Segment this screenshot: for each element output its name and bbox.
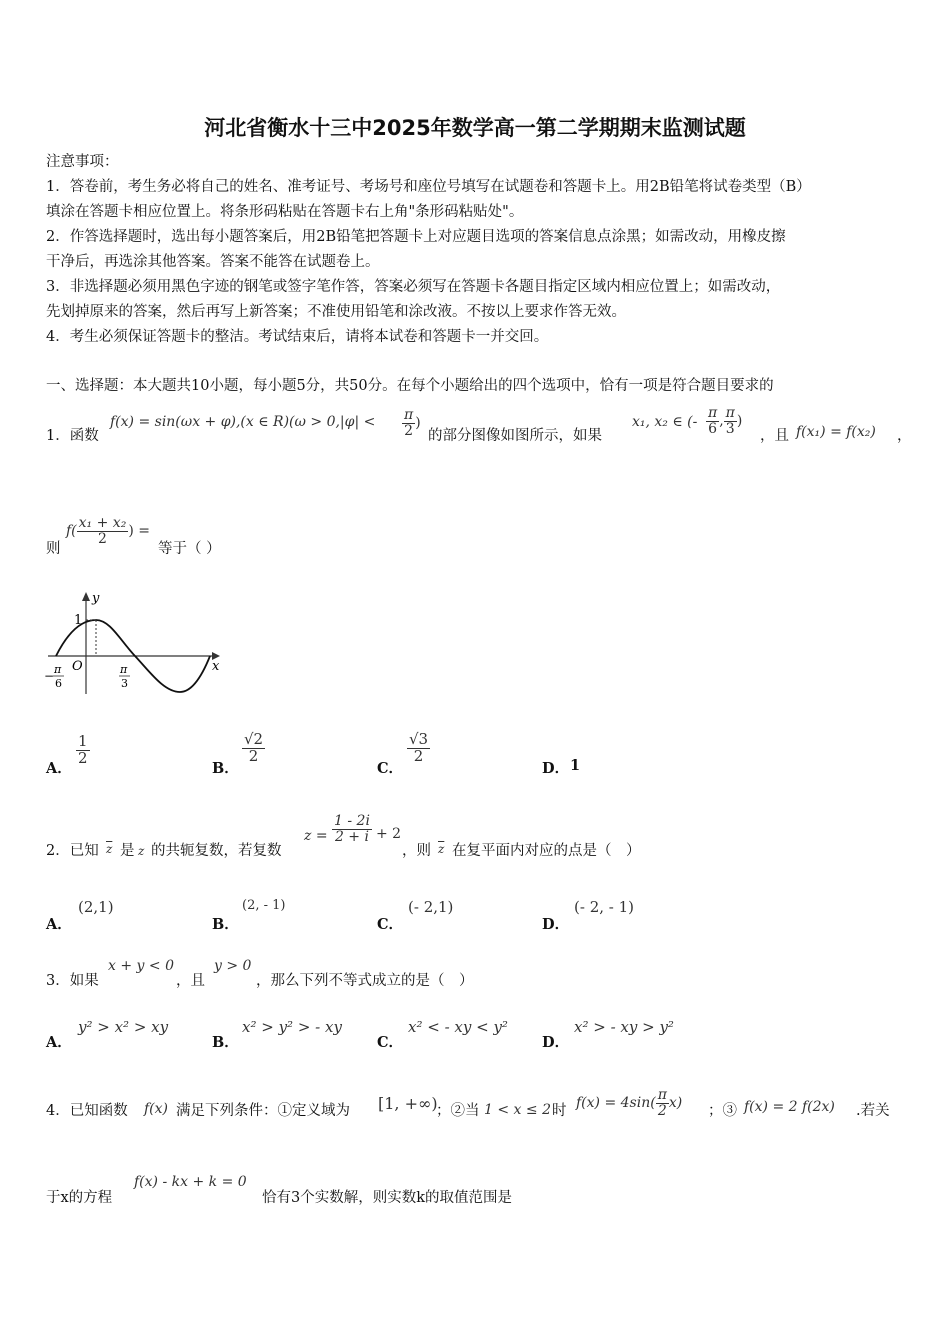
notice-line: 干净后，再选涂其他答案。答案不能答在试题卷上。: [46, 254, 380, 270]
q2-z: z: [138, 844, 145, 858]
right-tick-num: π: [120, 663, 128, 676]
q3-text: ，且: [176, 973, 205, 989]
q4-text: 恰有3个实数解，则实数k的取值范围是: [262, 1190, 513, 1206]
q4-number: 4．已知函数: [46, 1103, 128, 1119]
y-axis-arrow: [82, 592, 90, 601]
q3-condition-1: x + y < 0: [108, 958, 174, 974]
one-label: 1: [74, 613, 83, 628]
q4-text: ；③: [708, 1103, 737, 1119]
q1-text: 的部分图像如图所示，如果: [428, 428, 602, 444]
q3-option-b-label[interactable]: B．: [212, 1034, 239, 1051]
x-label: x: [212, 659, 220, 674]
left-tick-sign: −: [44, 669, 55, 683]
q4-text: .若关: [856, 1103, 890, 1119]
q4-text: ；②当: [436, 1103, 480, 1119]
notice-heading: 注意事项：: [46, 154, 119, 170]
q2-zbar: $\overline{z}$: [106, 842, 113, 856]
q2-fraction: $\frac{1 - 2i}{2 + i}$: [334, 813, 370, 845]
q1-option-d-label[interactable]: D．: [542, 760, 570, 777]
left-tick-num: π: [54, 663, 62, 676]
q2-option-c-label[interactable]: C．: [377, 916, 404, 933]
q1-range-fracs: $\frac{\pi}{6}$ , $\frac{\pi}{3}$ ): [708, 405, 743, 437]
q2-option-d-value[interactable]: (- 2, - 1): [574, 898, 634, 916]
q1-expression: f( $\frac{\text{x₁ + x₂}}{2}$ ) =: [66, 515, 150, 547]
q1-condition: f(x₁) = f(x₂): [796, 424, 876, 440]
q3-option-b-value[interactable]: x² > y² > - xy: [242, 1018, 342, 1036]
q2-option-b-label[interactable]: B．: [212, 916, 239, 933]
q1-option-c-label[interactable]: C．: [377, 760, 404, 777]
notice-line: 2．作答选择题时，选出每小题答案后，用2B铅笔把答题卡上对应题目选项的答案信息点涂黑；如需改动，用橡皮擦: [46, 229, 786, 245]
sine-graph: [40, 588, 230, 698]
y-label: y: [92, 591, 100, 606]
q2-text: ，则: [402, 843, 431, 859]
q2-plus2: + 2: [376, 826, 402, 842]
q2-zbar-2: $\overline{z}$: [438, 842, 445, 856]
q3-option-c-label[interactable]: C．: [377, 1034, 404, 1051]
q4-equation: f(x) - kx + k = 0: [134, 1174, 247, 1190]
q1-equals: 等于（ ）: [158, 541, 221, 557]
q1-range: x₁, x₂ ∈ (-: [632, 414, 698, 430]
q4-domain: [1, +∞): [378, 1094, 438, 1113]
q1-option-d-value[interactable]: 1: [570, 757, 581, 774]
q3-option-d-value[interactable]: x² > - xy > y²: [574, 1018, 674, 1036]
left-tick-den: 6: [55, 677, 62, 690]
q4-interval: 1 < x ≤ 2: [484, 1102, 551, 1118]
q3-option-a-value[interactable]: y² > x² > xy: [78, 1018, 169, 1036]
section-heading: 一、选择题：本大题共10小题，每小题5分，共50分。在每个小题给出的四个选项中，恰有一项是符合题目要求的: [46, 378, 774, 394]
q3-option-d-label[interactable]: D．: [542, 1034, 570, 1051]
q3-number: 3．如果: [46, 973, 99, 989]
q4-text: 于x的方程: [46, 1190, 113, 1206]
q1-pi-over-2: $\frac{\pi}{2}$ ): [404, 407, 421, 439]
q2-option-a-value[interactable]: (2,1): [78, 898, 114, 916]
q1-formula: f(x) = sin(ωx + φ),(x ∈ R)(ω > 0,|φ| <: [110, 414, 376, 430]
notice-line: 4．考生必须保证答题卡的整洁。考试结束后，请将本试卷和答题卡一并交回。: [46, 329, 549, 345]
right-tick-den: 3: [121, 677, 128, 690]
q1-then: 则: [46, 541, 61, 557]
q2-option-c-value[interactable]: (- 2,1): [408, 898, 454, 916]
notice-line: 1．答卷前，考生务必将自己的姓名、准考证号、考场号和座位号填写在试题卷和答题卡上。用2B铅笔将试卷类型（B）: [46, 179, 811, 195]
origin-label: O: [72, 659, 83, 674]
q4-functional-eq: f(x) = 2 f(2x): [744, 1099, 835, 1115]
q3-text: ，那么下列不等式成立的是（ ）: [256, 973, 474, 989]
q2-text: 的共轭复数，若复数: [151, 843, 282, 859]
q3-option-c-value[interactable]: x² < - xy < y²: [408, 1018, 508, 1036]
q3-option-a-label[interactable]: A．: [46, 1034, 72, 1051]
q1-option-b-label[interactable]: B．: [212, 760, 239, 777]
q3-condition-2: y > 0: [214, 958, 252, 974]
notice-line: 3．非选择题必须用黑色字迹的钢笔或签字笔作答，答案必须写在答题卡各题目指定区域内相应位置上；如需改动，: [46, 279, 781, 295]
q2-zeq: z =: [304, 828, 328, 844]
q4-text: 满足下列条件：①定义域为: [176, 1103, 350, 1119]
q1-text: ，且: [760, 428, 789, 444]
q4-text: 时: [552, 1103, 567, 1119]
q1-number: 1．函数: [46, 428, 99, 444]
notice-line: 填涂在答题卡相应位置上。将条形码粘贴在答题卡右上角"条形码粘贴处"。: [46, 204, 524, 220]
q2-option-d-label[interactable]: D．: [542, 916, 570, 933]
q4-piecewise: f(x) = 4sin( $\frac{\pi}{2}$ x): [576, 1087, 683, 1119]
page-title: 河北省衡水十三中2025年数学高一第二学期期末监测试题: [204, 116, 746, 140]
q1-option-c-value[interactable]: $\frac{√3}{2}$: [409, 730, 429, 765]
q1-option-a-label[interactable]: A．: [46, 760, 72, 777]
q1-comma: ，: [897, 428, 912, 444]
q4-fx: f(x): [144, 1101, 169, 1117]
q2-option-b-value[interactable]: (2, - 1): [242, 898, 286, 913]
q2-text: 在复平面内对应的点是（ ）: [452, 843, 641, 859]
q1-option-a-value[interactable]: $\frac{1}{2}$: [78, 732, 88, 767]
notice-line: 先划掉原来的答案，然后再写上新答案；不准使用铅笔和涂改液。不按以上要求作答无效。: [46, 304, 626, 320]
q2-option-a-label[interactable]: A．: [46, 916, 72, 933]
q2-text: 是: [120, 843, 135, 859]
q2-number: 2．已知: [46, 843, 99, 859]
q1-option-b-value[interactable]: $\frac{√2}{2}$: [244, 730, 264, 765]
